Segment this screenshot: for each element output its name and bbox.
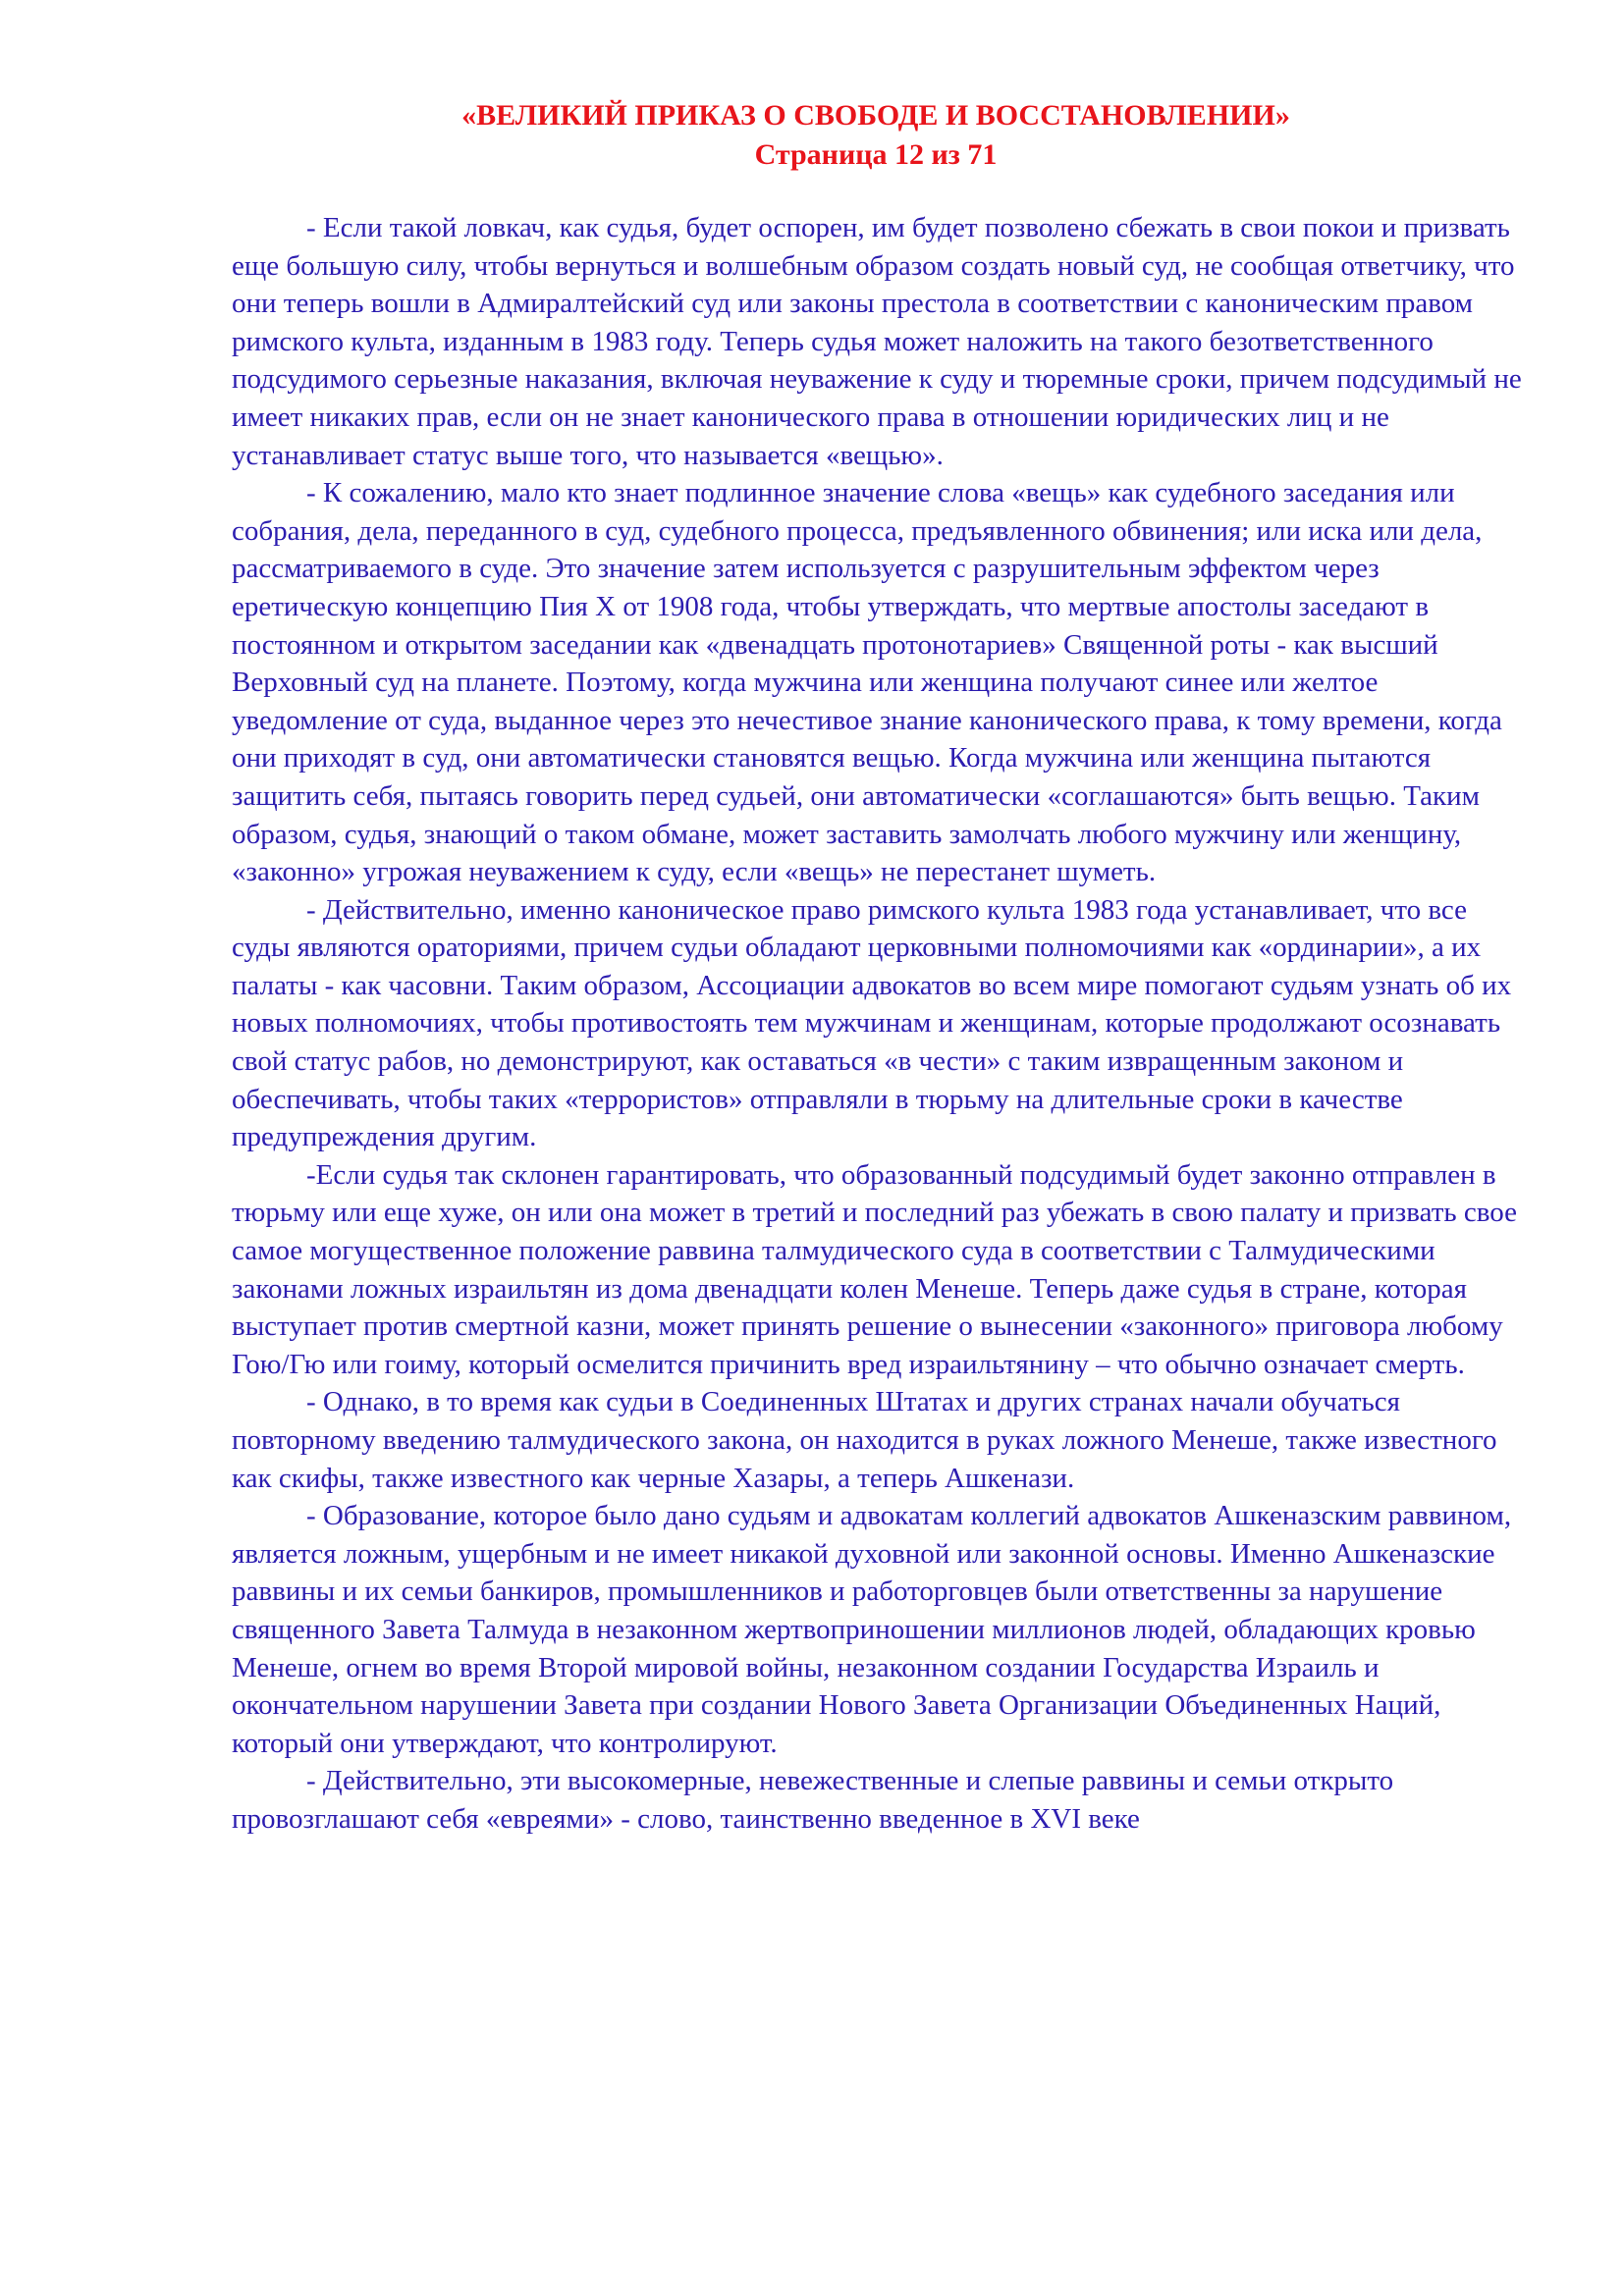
paragraph-6: - Образование, которое было дано судьям и адвокатам коллегий адвокатов Ашкеназским раввином, является ложным, ущербным и не имеет никакой духовной или законной основы. Именно Ашкеназские раввины и их семьи банкиров, промышленников и работорговцев были ответственны за нарушение священного Завета Талмуда в незаконном жертвоприношении миллионов людей, обладающих кровью Менеше, огнем во время Второй мировой войны, незаконном создании Государства Израиль и окончательном нарушении Завета при создании Нового Завета Организации Объединенных Наций, который они утверждают, что контролируют. bbox=[232, 1500, 1512, 1759]
paragraph-2: - К сожалению, мало кто знает подлинное значение слова «вещь» как судебного заседания или собрания, дела, переданного в суд, судебного процесса, предъявленного обвинения; или иска или дела, рассматриваемого в суде. Это значение затем используется с разрушительным эффектом через еретическую концепцию Пия X от 1908 года, чтобы утверждать, что мертвые апостолы заседают в постоянном и открытом заседании как «двенадцать протонотариев» Священной роты - как высший Верховный суд на планете. Поэтому, когда мужчина или женщина получают синее или желтое уведомление от суда, выданное через это нечестивое знание канонического права, к тому времени, когда они приходят в суд, они автоматически становятся вещью. Когда мужчина или женщина пытаются защитить себя, пытаясь говорить перед судьей, они автоматически «соглашаются» быть вещью. Таким образом, судья, знающий о таком обмане, может заставить замолчать любого мужчину или женщину, «законно» угрожая неуважением к суду, если «вещь» не перестанет шуметь. bbox=[232, 477, 1502, 888]
page-header bbox=[0, 96, 1624, 175]
paragraph-7: - Действительно, эти высокомерные, невежественные и слепые раввины и семьи открыто провозглашают себя «евреями» - слово, таинственно введенное в XVI веке bbox=[232, 1765, 1394, 1835]
paragraph-5: - Однако, в то время как судьи в Соединенных Штатах и других странах начали обучаться повторному введению талмудического закона, он находится в руках ложного Менеше, также известного как скифы, также известного как черные Хазары, а теперь Ашкенази. bbox=[232, 1386, 1497, 1494]
body-text bbox=[232, 209, 1528, 1839]
paragraph-1: - Если такой ловкач, как судья, будет оспорен, им будет позволено сбежать в свои покои и призвать еще большую силу, чтобы вернуться и волшебным образом создать новый суд, не сообщая ответчику, что они теперь вошли в Адмиралтейский суд или законы престола в соответствии с каноническим правом римского культа, изданным в 1983 году. Теперь судья может наложить на такого безответственного подсудимого серьезные наказания, включая неуважение к суду и тюремные сроки, причем подсудимый не имеет никаких прав, если он не знает канонического права в отношении юридических лиц и не устанавливает статус выше того, что называется «вещью». bbox=[232, 212, 1522, 471]
document-title: «ВЕЛИКИЙ ПРИКАЗ О СВОБОДЕ И ВОССТАНОВЛЕНИИ» bbox=[461, 99, 1290, 132]
paragraph-3: - Действительно, именно каноническое право римского культа 1983 года устанавливает, что все суды являются ораториями, причем судьи обладают церковными полномочиями как «ординарии», а их палаты - как часовни. Таким образом, Ассоциации адвокатов во всем мире помогают судьям узнать об их новых полномочиях, чтобы противостоять тем мужчинам и женщинам, которые продолжают осознавать свой статус рабов, но демонстрируют, как оставаться «в чести» с таким извращенным законом и обеспечивать, чтобы таких «террористов» отправляли в тюрьму на длительные сроки в качестве предупреждения другим. bbox=[232, 893, 1512, 1153]
page-number: Страница 12 из 71 bbox=[754, 138, 998, 171]
paragraph-4: -Если судья так склонен гарантировать, что образованный подсудимый будет законно отправлен в тюрьму или еще хуже, он или она может в третий и последний раз убежать в свою палату и призвать свое самое могущественное положение раввина талмудического суда в соответствии с Талмудическими законами ложных израильтян из дома двенадцати колен Менеше. Теперь даже судья в стране, которая выступает против смертной казни, может принять решение о вынесении «законного» приговора любому Гою/Гю или гоиму, который осмелится причинить вред израильтянину – что обычно означает смерть. bbox=[232, 1158, 1517, 1380]
